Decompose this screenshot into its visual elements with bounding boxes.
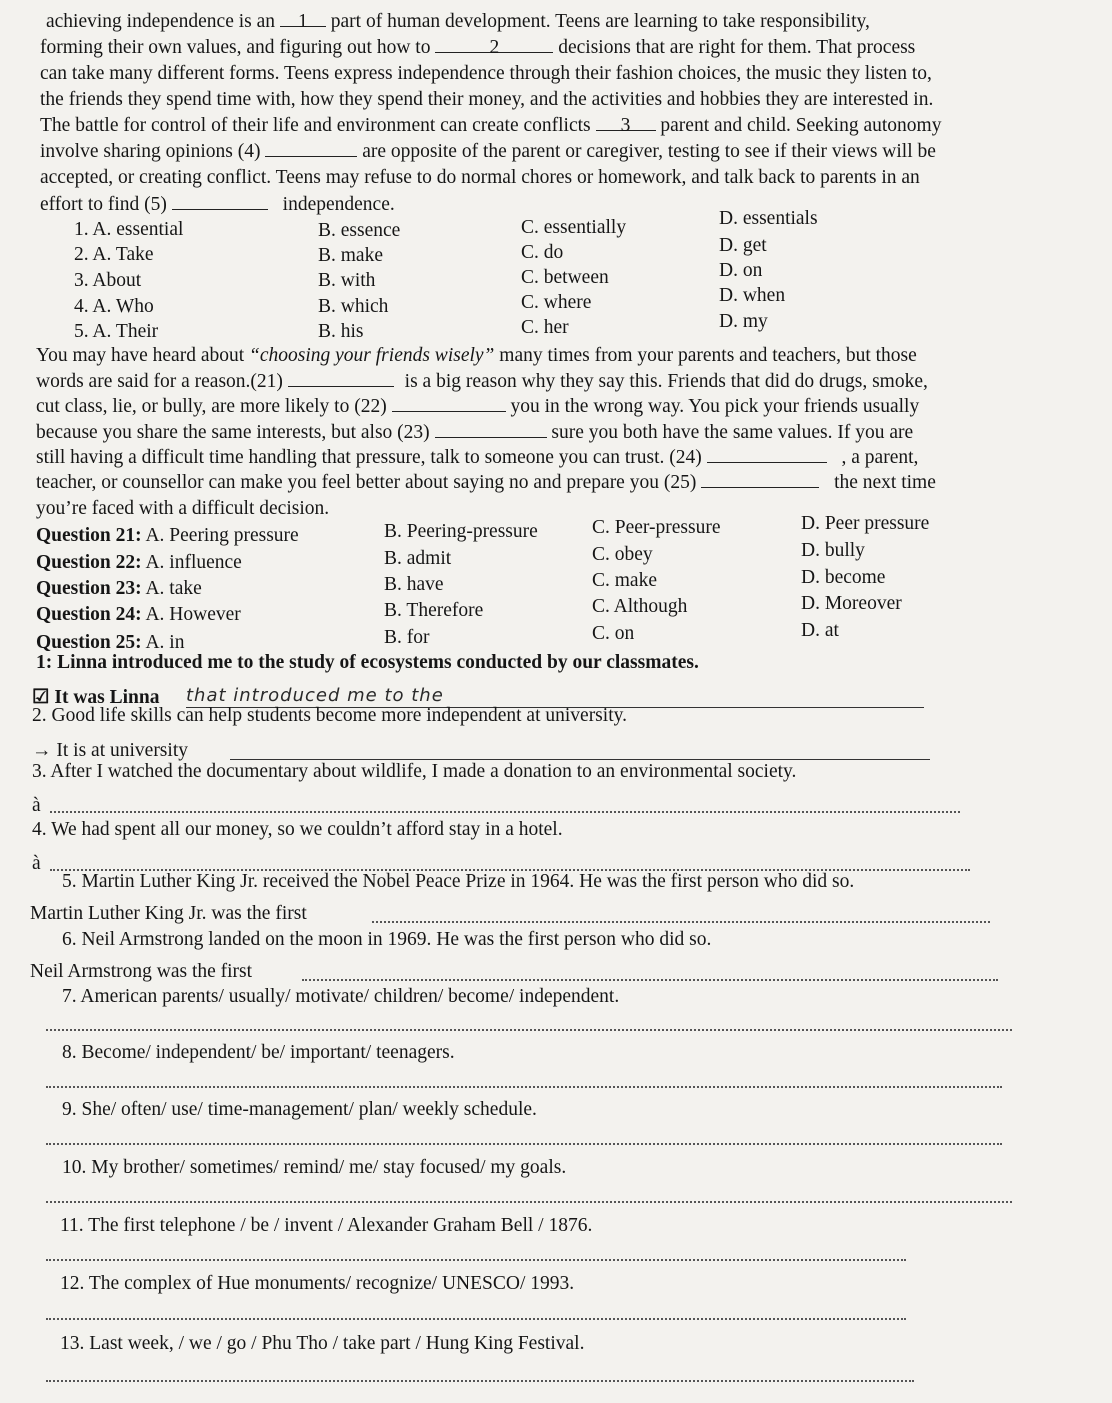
text: You may have heard about (36, 345, 250, 366)
answer-line-10[interactable] (46, 1201, 1012, 1203)
blank-1[interactable] (280, 10, 326, 32)
option-4-b[interactable]: B. which (318, 296, 389, 317)
blank-2[interactable] (435, 36, 553, 58)
option-3-d[interactable]: D. on (719, 260, 763, 281)
option-2-a[interactable]: 2. A. Take (74, 244, 154, 265)
rewrite-1-prompt: ☑ It was Linna (32, 687, 160, 708)
option-24-a[interactable]: A. However (145, 604, 241, 625)
quote: “choosing your friends wisely” (249, 345, 495, 366)
passage2-line-6 (36, 471, 936, 495)
option-3-c[interactable]: C. between (521, 267, 609, 288)
option-1-a[interactable]: 1. A. essential (74, 219, 184, 240)
option-22-d[interactable]: D. bully (801, 540, 865, 561)
option-3-b[interactable]: B. with (318, 270, 376, 291)
rewrite-3-sentence: 3. After I watched the documentary about wildlife, I made a donation to an environmental society. (32, 761, 797, 782)
rewrite-13-sentence: 13. Last week, / we / go / Phu Tho / take part / Hung King Festival. (60, 1333, 585, 1354)
question-label: Question 21: (36, 525, 142, 546)
rewrite-4-sentence: 4. We had spent all our money, so we couldn’t afford stay in a hotel. (32, 819, 563, 840)
option-4-d[interactable]: D. when (719, 285, 786, 306)
blank-21[interactable] (288, 370, 394, 387)
option-24-c[interactable]: C. Although (592, 596, 688, 617)
passage1-line-3: can take many different forms. Teens express independence through their fashion choices, the music they listen to, (40, 63, 932, 84)
text: cut class, lie, or bully, are more likely to (22) (36, 396, 387, 417)
rewrite-8-sentence: 8. Become/ independent/ be/ important/ teenagers. (62, 1042, 455, 1063)
passage1-line-4: the friends they spend time with, how they spend their money, and the activities and hobbies they are interested in. (40, 89, 934, 110)
rewrite-1-handwritten-answer[interactable]: that introduced me to the (186, 685, 444, 706)
blank-22[interactable] (392, 395, 506, 412)
answer-line-3[interactable] (50, 811, 960, 813)
option-2-b[interactable]: B. make (318, 245, 383, 266)
option-22-a[interactable]: A. influence (145, 552, 242, 573)
option-23-b[interactable]: B. have (384, 574, 444, 595)
blank-5[interactable] (172, 193, 268, 210)
option-25-c[interactable]: C. on (592, 623, 635, 644)
answer-line-12[interactable] (46, 1318, 906, 1320)
answer-line-8[interactable] (46, 1086, 1002, 1088)
option-21-b[interactable]: B. Peering-pressure (384, 521, 538, 542)
text: forming their own values, and figuring out how to (40, 37, 431, 58)
passage1-line-5 (40, 114, 941, 138)
question-label: Question 23: (36, 578, 142, 599)
passage2-line-4 (36, 421, 913, 445)
passage2-line-5 (36, 446, 918, 470)
option-23-c[interactable]: C. make (592, 570, 657, 591)
option-4-c[interactable]: C. where (521, 292, 592, 313)
rewrite-10-sentence: 10. My brother/ sometimes/ remind/ me/ stay focused/ my goals. (62, 1157, 567, 1178)
answer-line-5[interactable] (372, 921, 990, 923)
option-24-d[interactable]: D. Moreover (801, 593, 902, 614)
rewrite-5-sentence: 5. Martin Luther King Jr. received the Nobel Peace Prize in 1964. He was the first person who did so. (62, 871, 855, 892)
blank-4[interactable] (265, 140, 357, 157)
text: decisions that are right for them. That process (558, 37, 916, 58)
rewrite-11-sentence: 11. The first telephone / be / invent / Alexander Graham Bell / 1876. (60, 1215, 593, 1236)
question-24 (36, 603, 241, 627)
text: many times from your parents and teachers, but those (494, 345, 917, 366)
option-1-d[interactable]: D. essentials (719, 208, 818, 229)
option-5-b[interactable]: B. his (318, 321, 364, 342)
option-5-c[interactable]: C. her (521, 317, 569, 338)
text: involve sharing opinions (4) (40, 141, 261, 162)
passage1-line-1 (46, 10, 870, 34)
blank-24[interactable] (707, 446, 827, 463)
text: , a parent, (841, 447, 919, 468)
rewrite-5-prompt: Martin Luther King Jr. was the first (30, 903, 307, 924)
blank-number: 2 (489, 37, 500, 58)
passage1-line-2 (40, 36, 915, 60)
rewrite-6-sentence: 6. Neil Armstrong landed on the moon in 1969. He was the first person who did so. (62, 929, 712, 950)
rewrite-2-prompt: → It is at university (32, 740, 188, 761)
text: the next time (834, 472, 936, 493)
blank-number: 1 (298, 11, 308, 32)
rewrite-12-sentence: 12. The complex of Hue monuments/ recognize/ UNESCO/ 1993. (60, 1273, 575, 1294)
option-25-a[interactable]: A. in (145, 632, 185, 653)
option-22-b[interactable]: B. admit (384, 548, 452, 569)
option-4-a[interactable]: 4. A. Who (74, 296, 154, 317)
blank-23[interactable] (435, 421, 547, 438)
question-label: Question 22: (36, 552, 142, 573)
rewrite-4-prompt: à (32, 853, 41, 874)
question-label: Question 24: (36, 604, 142, 625)
passage1-line-7: accepted, or creating conflict. Teens may refuse to do normal chores or homework, and talk back to parents in an (40, 167, 920, 188)
option-3-a[interactable]: 3. About (74, 270, 142, 291)
text: independence. (282, 194, 395, 215)
text: still having a difficult time handling that pressure, talk to someone you can trust. (24) (36, 447, 702, 468)
option-2-d[interactable]: D. get (719, 235, 767, 256)
answer-line-6[interactable] (302, 979, 998, 981)
text: The battle for control of their life and environment can create conflicts (40, 115, 591, 136)
option-23-a[interactable]: A. take (145, 578, 202, 599)
option-21-d[interactable]: D. Peer pressure (801, 513, 930, 534)
text: parent and child. Seeking autonomy (660, 115, 942, 136)
text: are opposite of the parent or caregiver, testing to see if their views will be (362, 141, 936, 162)
rewrite-9-sentence: 9. She/ often/ use/ time-management/ plan/ weekly schedule. (62, 1099, 537, 1120)
question-23 (36, 577, 202, 601)
option-24-b[interactable]: B. Therefore (384, 600, 484, 621)
answer-line-13[interactable] (46, 1380, 914, 1382)
option-5-d[interactable]: D. my (719, 311, 768, 332)
option-1-c[interactable]: C. essentially (521, 217, 627, 238)
text: you in the wrong way. You pick your friends usually (510, 396, 920, 417)
answer-line-9[interactable] (46, 1143, 1002, 1145)
passage2-line-7: you’re faced with a difficult decision. (36, 498, 330, 519)
answer-line-11[interactable] (46, 1259, 906, 1261)
option-1-b[interactable]: B. essence (318, 220, 401, 241)
rewrite-1-sentence: 1: Linna introduced me to the study of ecosystems conducted by our classmates. (36, 652, 699, 673)
rewrite-3-prompt: à (32, 795, 41, 816)
passage2-line-2 (36, 370, 928, 394)
passage2-line-3 (36, 395, 919, 419)
option-22-c[interactable]: C. obey (592, 544, 653, 565)
passage1-line-6 (40, 140, 936, 164)
text: because you share the same interests, but also (23) (36, 422, 430, 443)
blank-25[interactable] (701, 471, 819, 488)
option-25-b[interactable]: B. for (384, 627, 430, 648)
text: achieving independence is an (46, 11, 276, 32)
passage2-line-1 (36, 344, 917, 368)
rewrite-2-sentence: 2. Good life skills can help students become more independent at university. (32, 705, 627, 726)
question-label: Question 25: (36, 632, 142, 653)
option-5-a[interactable]: 5. A. Their (74, 321, 159, 342)
rewrite-6-prompt: Neil Armstrong was the first (30, 961, 253, 982)
passage1-line-8 (40, 193, 395, 217)
question-22 (36, 551, 242, 575)
answer-line-7[interactable] (46, 1029, 1012, 1031)
rewrite-7-sentence: 7. American parents/ usually/ motivate/ children/ become/ independent. (62, 986, 620, 1007)
text: sure you both have the same values. If you are (551, 422, 914, 443)
text: part of human development. Teens are learning to take responsibility, (330, 11, 870, 32)
text: teacher, or counsellor can make you feel better about saying no and prepare you (25) (36, 472, 697, 493)
option-21-a[interactable]: A. Peering pressure (145, 525, 299, 546)
text: is a big reason why they say this. Friends that did do drugs, smoke, (404, 371, 928, 392)
blank-number: 3 (620, 115, 631, 136)
option-2-c[interactable]: C. do (521, 242, 564, 263)
option-23-d[interactable]: D. become (801, 567, 886, 588)
text: words are said for a reason.(21) (36, 371, 283, 392)
text: effort to find (5) (40, 194, 167, 215)
blank-3[interactable] (596, 114, 656, 136)
option-21-c[interactable]: C. Peer-pressure (592, 517, 721, 538)
option-25-d[interactable]: D. at (801, 620, 839, 641)
question-21 (36, 524, 299, 548)
